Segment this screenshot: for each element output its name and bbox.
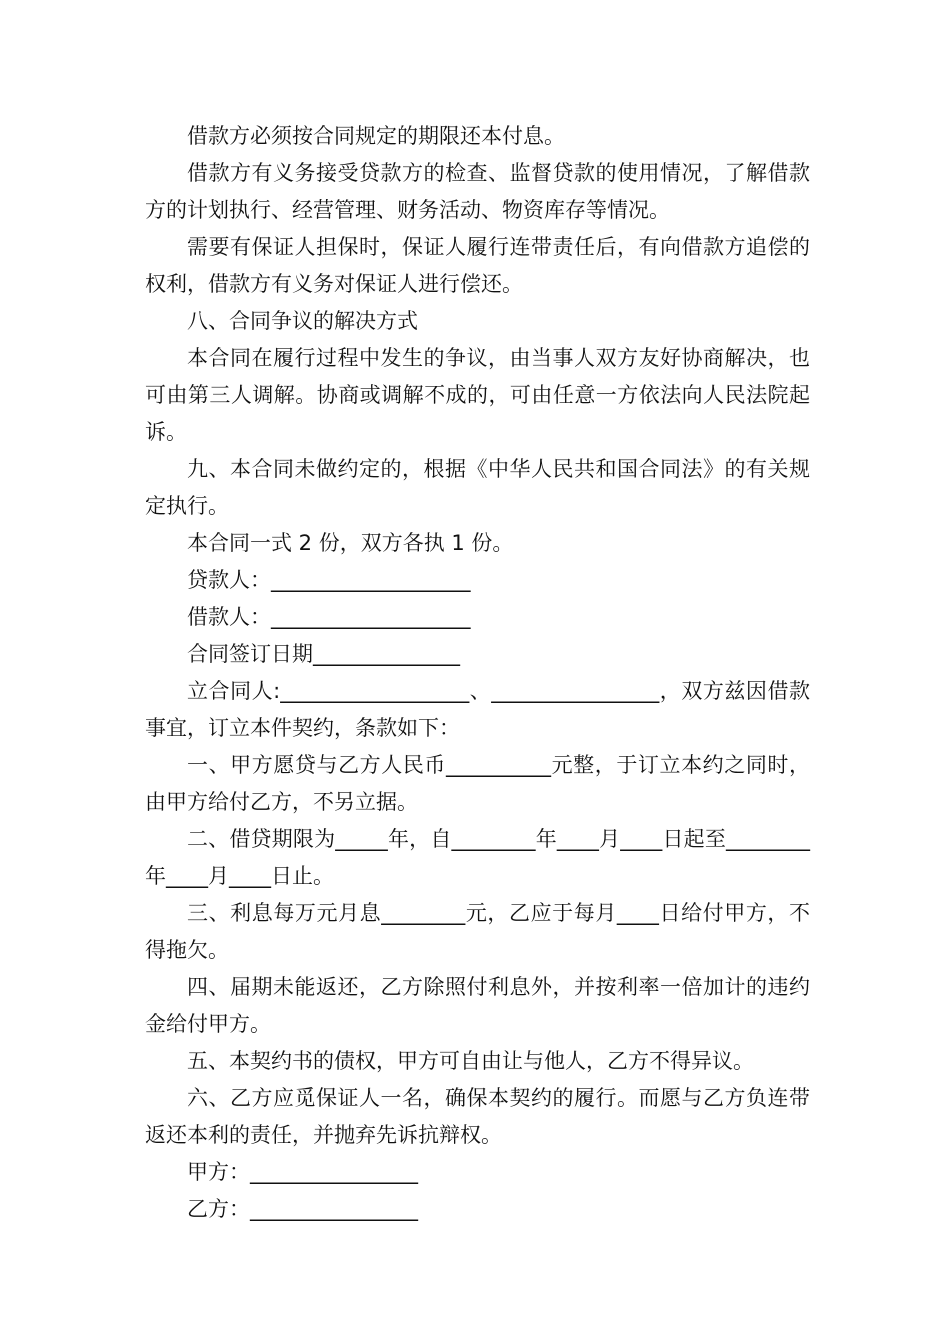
paragraph: 本合同一式 2 份，双方各执 1 份。 [187,531,514,555]
clause-5: 五、本契约书的债权，甲方可自由让与他人，乙方不得异议。 [187,1049,754,1073]
paragraph: 立合同人:__________________、________________，双方兹因借款事宜，订立本件契约，条款如下： [145,679,810,740]
paragraph: 需要有保证人担保时，保证人履行连带责任后，有向借款方追偿的权利，借款方有义务对保证人进行偿还。 [145,235,810,296]
document-body [145,118,810,1228]
clause-1: 一、甲方愿贷与乙方人民币__________元整，于订立本约之同时，由甲方给付乙方，不另立据。 [145,753,810,814]
signature-line-party-b: 乙方：________________ [187,1197,418,1221]
section-heading: 八、合同争议的解决方式 [187,309,418,333]
signature-line-borrower: 借款人：___________________ [187,605,471,629]
signing-date-line: 合同签订日期______________ [187,642,460,666]
clause-2: 二、借贷期限为_____年，自________年____月____日起至________年____月____日止。 [145,827,810,888]
signature-line-party-a: 甲方：________________ [187,1160,418,1184]
paragraph: 九、本合同未做约定的，根据《中华人民共和国合同法》的有关规定执行。 [145,457,810,518]
signature-line-lender: 贷款人：___________________ [187,568,471,592]
clause-4: 四、届期未能返还，乙方除照付利息外，并按利率一倍加计的违约金给付甲方。 [145,975,810,1036]
clause-6: 六、乙方应觅保证人一名，确保本契约的履行。而愿与乙方负连带返还本利的责任，并抛弃先诉抗辩权。 [145,1086,810,1147]
paragraph: 借款方有义务接受贷款方的检查、监督贷款的使用情况，了解借款方的计划执行、经营管理、财务活动、物资库存等情况。 [145,161,810,222]
paragraph: 本合同在履行过程中发生的争议，由当事人双方友好协商解决，也可由第三人调解。协商或调解不成的，可由任意一方依法向人民法院起诉。 [145,346,810,444]
paragraph: 借款方必须按合同规定的期限还本付息。 [187,124,565,148]
clause-3: 三、利息每万元月息________元，乙应于每月____日给付甲方，不得拖欠。 [145,901,810,962]
